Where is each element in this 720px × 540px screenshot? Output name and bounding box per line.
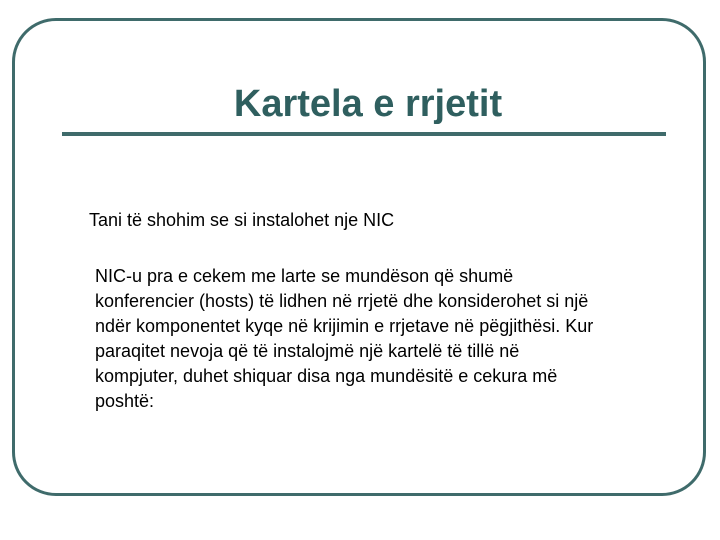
- paragraph-line: ndër komponentet kyqe në krijimin e rrjetave në pëgjithësi. Kur: [95, 316, 594, 336]
- paragraph-line: paraqitet nevoja që të instalojmë një kartelë të tillë në: [95, 341, 520, 361]
- intro-text: Tani të shohim se si instalohet nje NIC: [89, 210, 395, 230]
- paragraph-line: kompjuter, duhet shiquar disa nga mundësitë e cekura më: [95, 366, 558, 386]
- paragraph-line: NIC-u pra e cekem me larte se mundëson që shumë: [95, 266, 514, 286]
- body-paragraph: [95, 264, 675, 414]
- paragraph-line: poshtë:: [95, 391, 155, 411]
- slide-title: Kartela e rrjetit: [233, 83, 503, 125]
- paragraph-line: konferencier (hosts) të lidhen në rrjetë dhe konsiderohet si një: [95, 291, 589, 311]
- title-divider: [62, 132, 666, 136]
